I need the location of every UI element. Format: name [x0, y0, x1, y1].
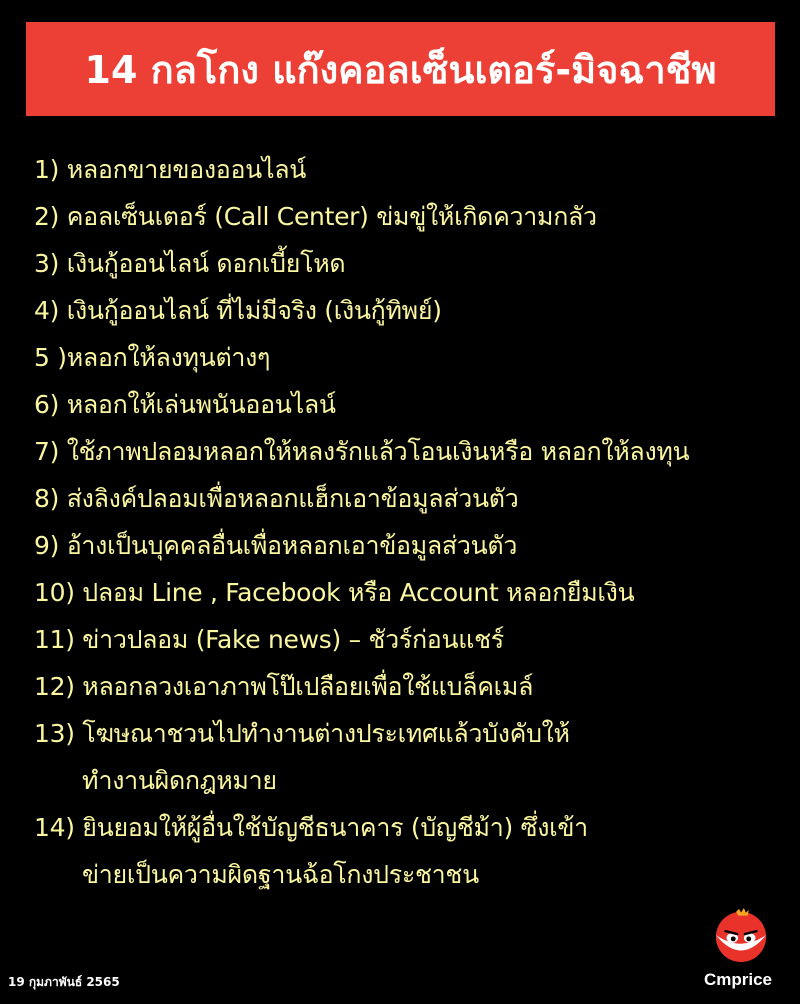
title-banner: [26, 22, 775, 116]
date-label: 19 กุมภาพันธ์ 2565: [8, 975, 120, 989]
list-item: 9) อ้างเป็นบุคคลอื่นเพื่อหลอกเอาข้อมูลส่วนตัว: [34, 531, 518, 560]
list-item: 4) เงินกู้ออนไลน์ ที่ไม่มีจริง (เงินกู้ทิพย์): [34, 296, 442, 325]
list-item-continuation: ทำงานผิดกฎหมาย: [82, 766, 277, 795]
brand-name: Cmprice: [703, 970, 772, 989]
list-item: 6) หลอกให้เล่นพนันออนไลน์: [34, 390, 336, 419]
list-item: 10) ปลอม Line , Facebook หรือ Account หลอกยืมเงิน: [34, 578, 635, 607]
list-item: 7) ใช้ภาพปลอมหลอกให้หลงรักแล้วโอนเงินหรือ หลอกให้ลงทุน: [34, 437, 690, 466]
list-item: 12) หลอกลวงเอาภาพโป๊เปลือยเพื่อใช้แบล็คเมล์: [34, 672, 534, 701]
list-item: 2) คอลเซ็นเตอร์ (Call Center) ข่มขู่ให้เกิดความกลัว: [34, 202, 597, 231]
list-item: 5 )หลอกให้ลงทุนต่างๆ: [34, 343, 271, 372]
list-item: 8) ส่งลิงค์ปลอมเพื่อหลอกแฮ็กเอาข้อมูลส่วนตัว: [34, 484, 519, 513]
scam-list: [34, 146, 800, 898]
list-item: 3) เงินกู้ออนไลน์ ดอกเบี้ยโหด: [34, 249, 346, 278]
page-title: 14 กลโกง แก๊งคอลเซ็นเตอร์-มิจฉาชีพ: [84, 47, 717, 92]
list-item: 13) โฆษณาชวนไปทำงานต่างประเทศแล้วบังคับให้: [34, 719, 570, 748]
list-item-continuation: ข่ายเป็นความผิดฐานฉ้อโกงประชาชน: [82, 860, 479, 889]
list-item: 11) ข่าวปลอม (Fake news) – ชัวร์ก่อนแชร์: [34, 625, 504, 654]
list-item: 14) ยินยอมให้ผู้อื่นใช้บัญชีธนาคาร (บัญชีม้า) ซึ่งเข้า: [34, 813, 588, 842]
list-item: 1) หลอกขายของออนไลน์: [34, 155, 307, 184]
cmprice-mascot-icon: [712, 906, 770, 964]
